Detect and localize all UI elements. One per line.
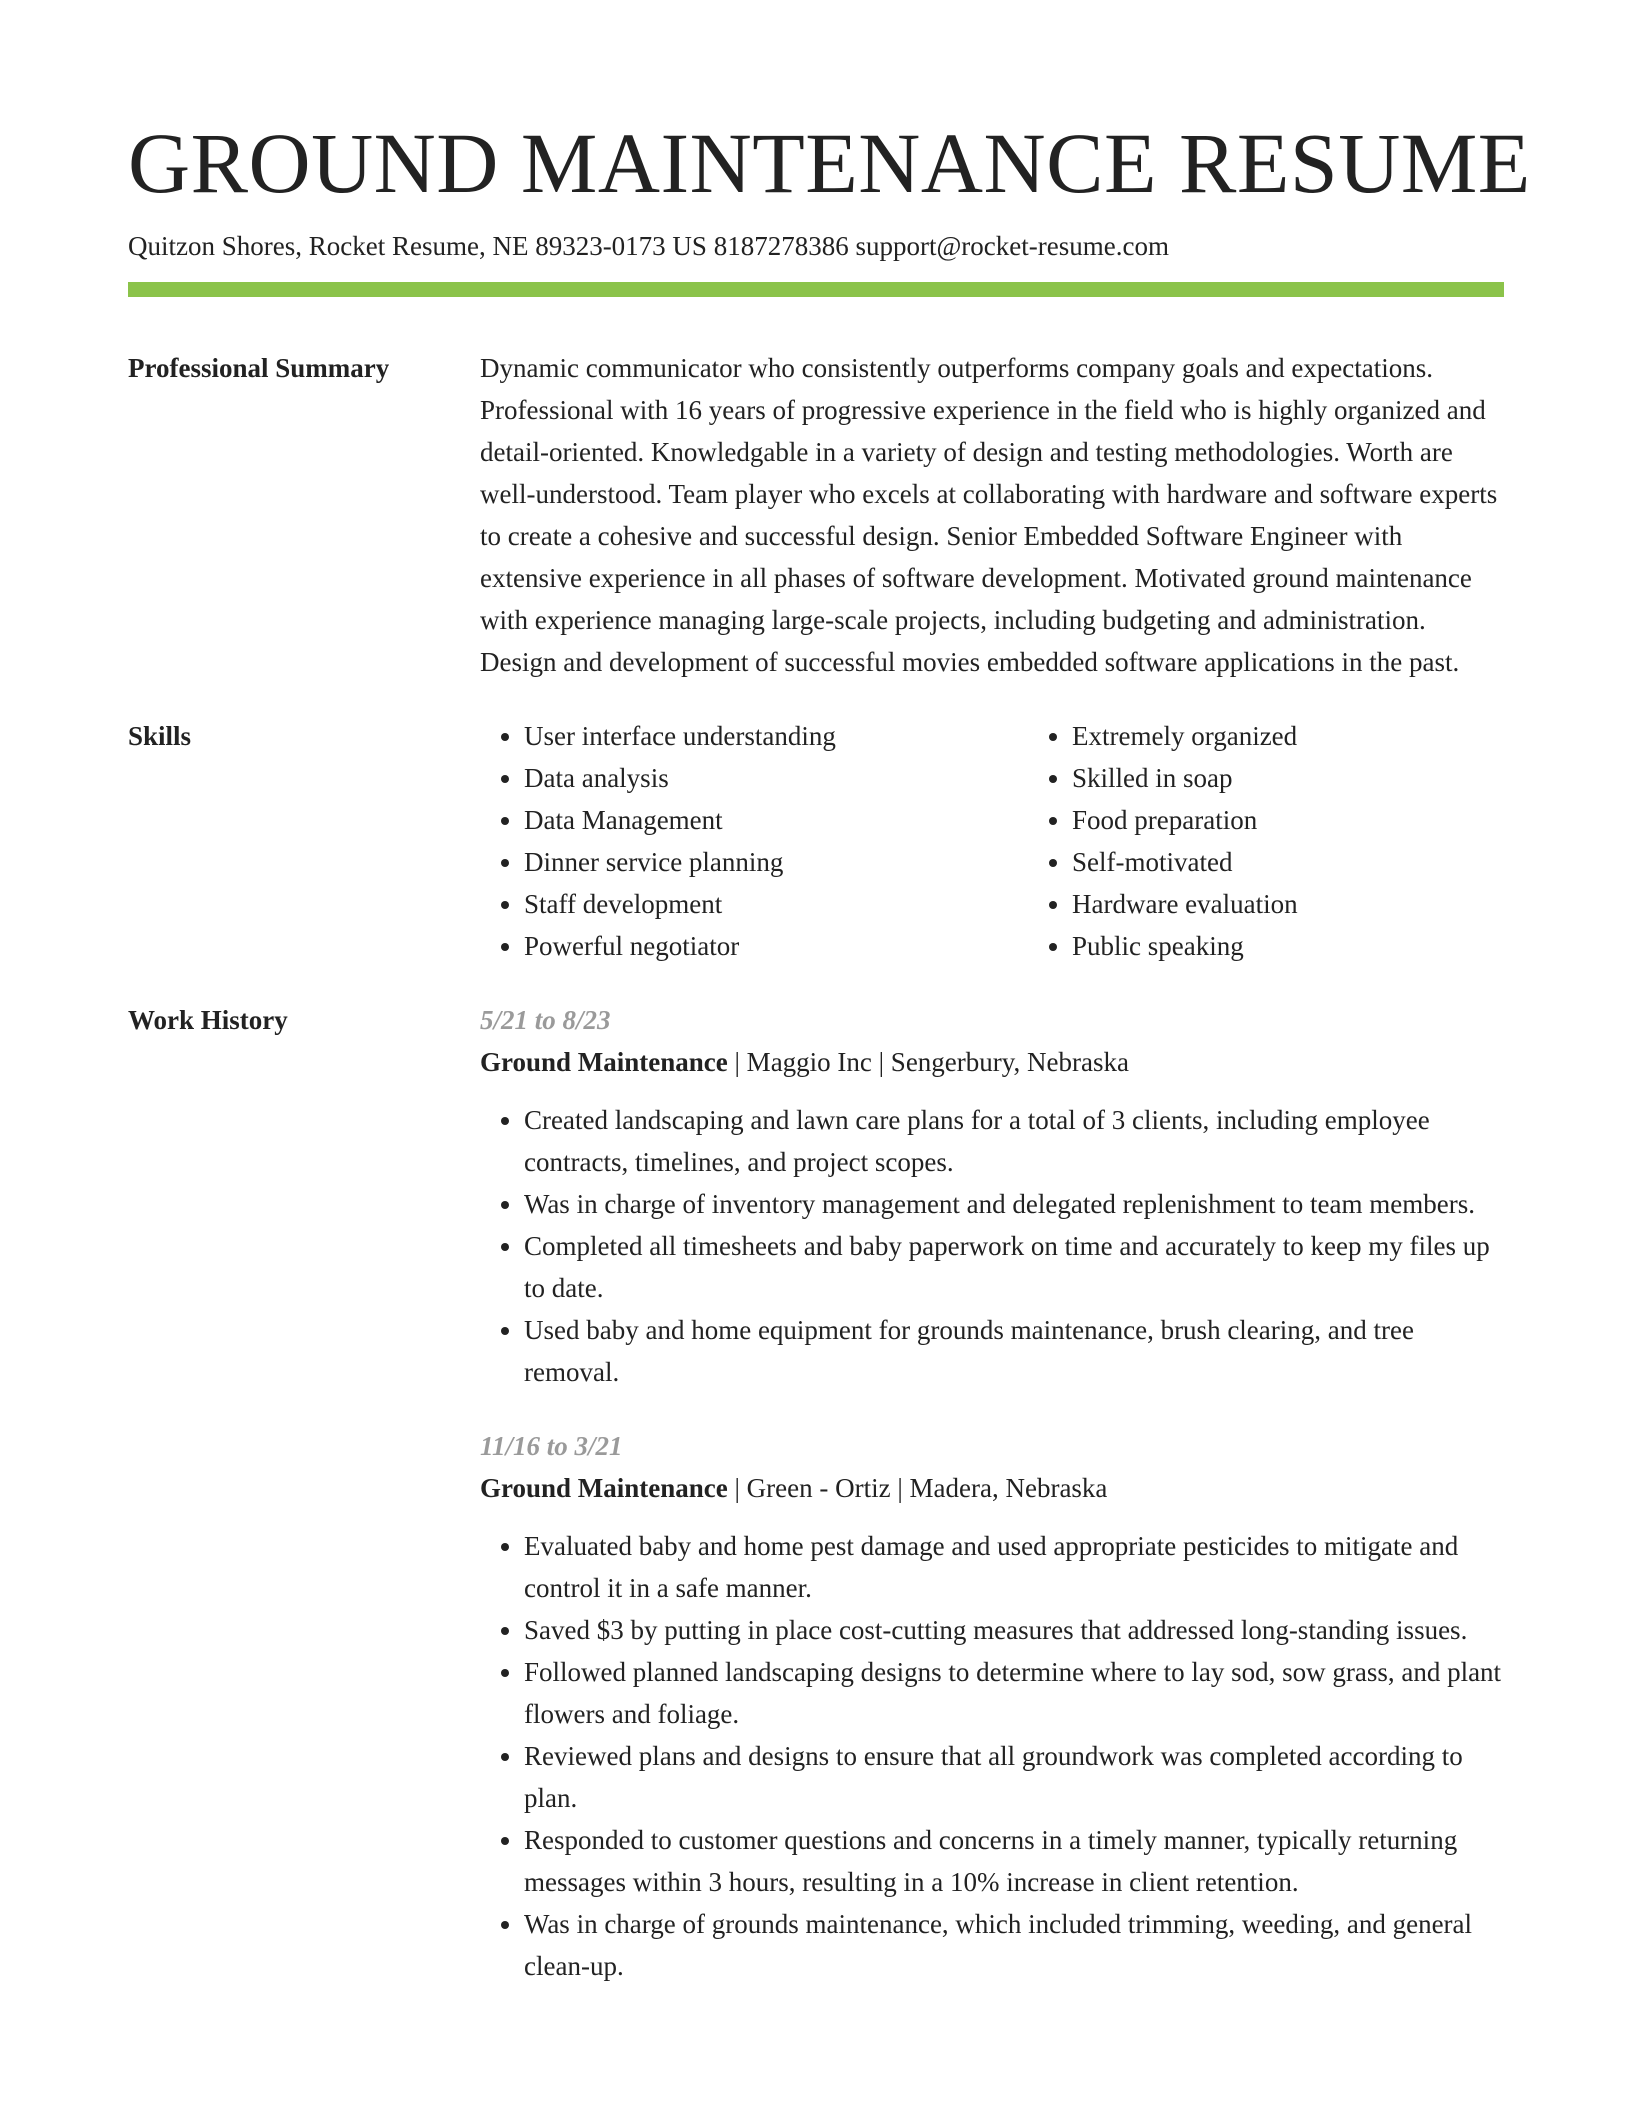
job-bullet: • Responded to customer questions and concerns in a timely manner, typically returning messages within 3 hours, resulting in a 10% increase in client retention. bbox=[524, 1819, 1504, 1903]
skills-body bbox=[480, 715, 1576, 967]
job-bullet-list bbox=[480, 1525, 1504, 1987]
professional-summary-section bbox=[128, 347, 1504, 683]
skill-item: • Extremely organized bbox=[1072, 715, 1576, 757]
section-label-work-history: Work History bbox=[128, 1005, 288, 1036]
job-bullet: • Evaluated baby and home pest damage and used appropriate pesticides to mitigate and control it in a safe manner. bbox=[524, 1525, 1504, 1609]
section-label-skills: Skills bbox=[128, 721, 192, 752]
job-title: Ground Maintenance bbox=[480, 1047, 728, 1078]
job-employer-location: | Maggio Inc | Sengerbury, Nebraska bbox=[727, 1047, 1129, 1078]
skills-section bbox=[128, 715, 1504, 967]
job-title-line bbox=[480, 1467, 1504, 1509]
skill-item: • Food preparation bbox=[1072, 799, 1576, 841]
summary-body bbox=[480, 347, 1504, 683]
job-bullet: • Was in charge of grounds maintenance, which included trimming, weeding, and general clean-up. bbox=[524, 1903, 1504, 1987]
job-title-line bbox=[480, 1041, 1504, 1083]
summary-text: Dynamic communicator who consistently outperforms company goals and expectations. Professional with 16 years of progressive experience in the field who is highly organized and detail-oriented. Knowledgable in a variety of design and testing methodologies. Worth are well-understood. Team player who excels at collaborating with hardware and software experts to create a cohesive and successful design. Senior Embedded Software Engineer with extensive experience in all phases of software development. Motivated ground maintenance with experience managing large-scale projects, including budgeting and administration. Design and development of successful movies embedded software applications in the past. bbox=[480, 353, 1498, 678]
skill-item: • Skilled in soap bbox=[1072, 757, 1576, 799]
job-entry bbox=[480, 999, 1504, 1393]
skill-item: • Staff development bbox=[524, 883, 1028, 925]
section-label-summary: Professional Summary bbox=[128, 353, 390, 384]
work-history-section bbox=[128, 999, 1504, 2019]
resume-page bbox=[128, 0, 1531, 2019]
job-bullet-list bbox=[480, 1099, 1504, 1393]
job-dates: 5/21 to 8/23 bbox=[480, 1005, 611, 1036]
skills-column-right bbox=[1028, 715, 1576, 967]
job-entry bbox=[480, 1425, 1504, 1987]
skill-item: • Data analysis bbox=[524, 757, 1028, 799]
skills-column-left bbox=[480, 715, 1028, 967]
work-history-body bbox=[480, 999, 1504, 2019]
skill-item: • Hardware evaluation bbox=[1072, 883, 1576, 925]
job-employer-location: | Green - Ortiz | Madera, Nebraska bbox=[727, 1473, 1108, 1504]
resume-title: GROUND MAINTENANCE RESUME bbox=[128, 115, 1531, 211]
skill-item: • Self-motivated bbox=[1072, 841, 1576, 883]
skill-item: • Public speaking bbox=[1072, 925, 1576, 967]
skill-item: • Powerful negotiator bbox=[524, 925, 1028, 967]
job-bullet: • Completed all timesheets and baby paperwork on time and accurately to keep my files up to date. bbox=[524, 1225, 1504, 1309]
job-bullet: • Followed planned landscaping designs to determine where to lay sod, sow grass, and plant flowers and foliage. bbox=[524, 1651, 1504, 1735]
skills-grid bbox=[480, 715, 1576, 967]
skill-item: • Data Management bbox=[524, 799, 1028, 841]
job-bullet: • Created landscaping and lawn care plans for a total of 3 clients, including employee contracts, timelines, and project scopes. bbox=[524, 1099, 1504, 1183]
contact-line: Quitzon Shores, Rocket Resume, NE 89323-0173 US 8187278386 support@rocket-resume.com bbox=[128, 231, 1169, 261]
job-bullet: • Saved $3 by putting in place cost-cutting measures that addressed long-standing issues. bbox=[524, 1609, 1504, 1651]
job-bullet: • Reviewed plans and designs to ensure that all groundwork was completed according to plan. bbox=[524, 1735, 1504, 1819]
job-bullet: • Used baby and home equipment for grounds maintenance, brush clearing, and tree removal. bbox=[524, 1309, 1504, 1393]
skill-item: • Dinner service planning bbox=[524, 841, 1028, 883]
skill-item: • User interface understanding bbox=[524, 715, 1028, 757]
job-bullet: • Was in charge of inventory management and delegated replenishment to team members. bbox=[524, 1183, 1504, 1225]
accent-divider bbox=[128, 282, 1504, 297]
job-title: Ground Maintenance bbox=[480, 1473, 728, 1504]
job-dates: 11/16 to 3/21 bbox=[480, 1431, 623, 1462]
